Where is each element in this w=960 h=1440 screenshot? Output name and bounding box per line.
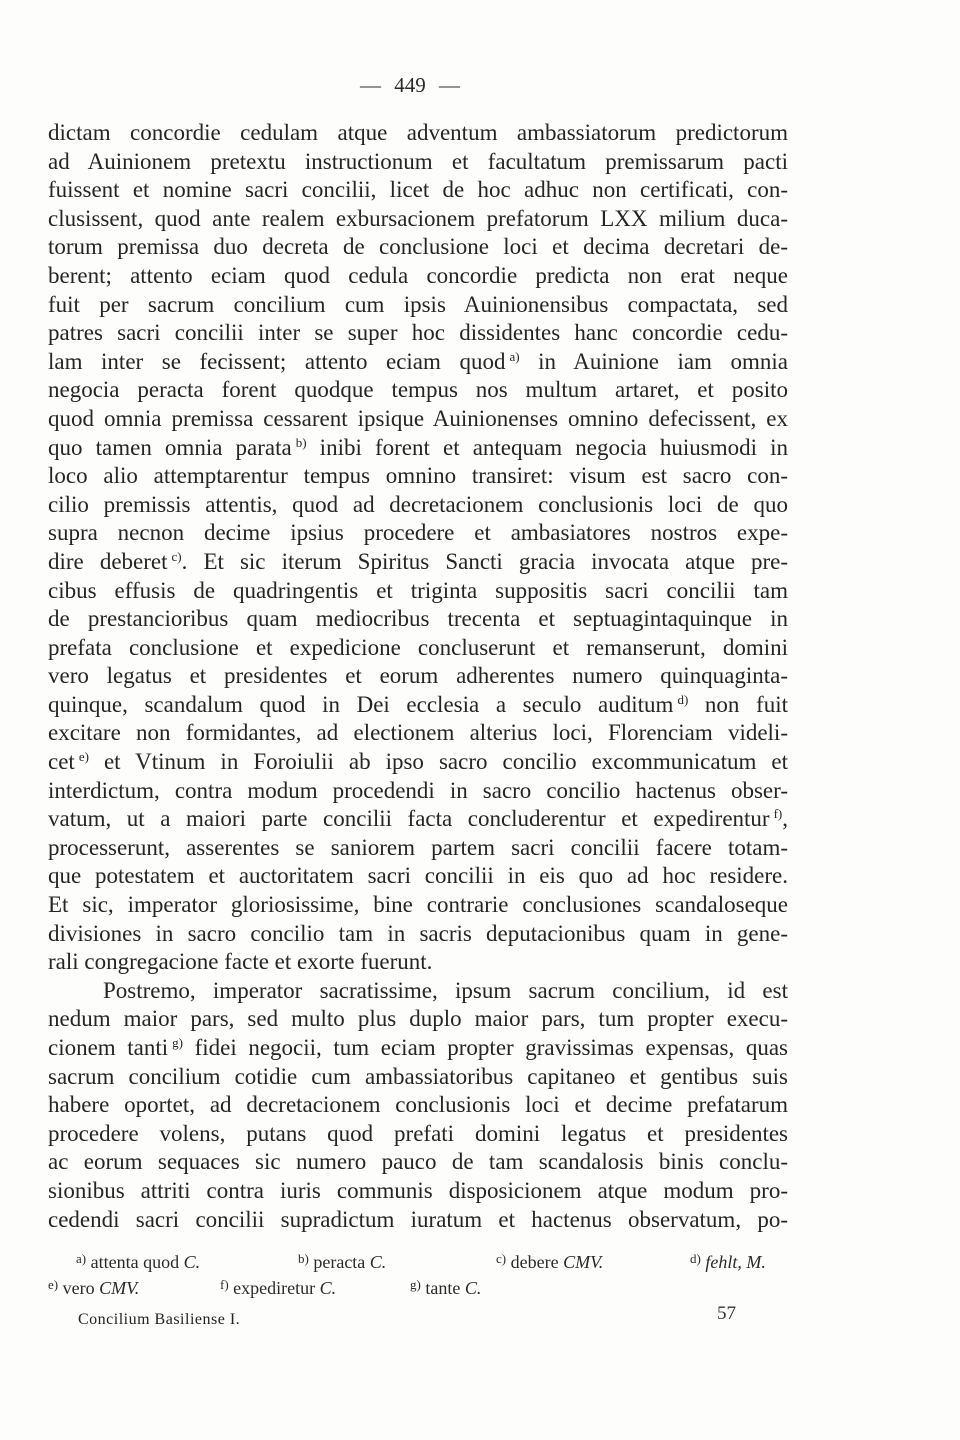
footnote-reference: f) — [773, 806, 783, 822]
line-text-continued: et Vtinum in Foroiulii ab ipso sacro concilio excommunicatum et — [88, 749, 788, 775]
text-line: quod omnia premissa cessarent ipsique Auinionenses omnino defecissent, ex — [48, 405, 788, 431]
body-text — [48, 119, 788, 1234]
text-line: sionibus attriti contra iuris communis disposicionem atque modum pro- — [48, 1177, 788, 1203]
text-line: cedendi sacri concilii supradictum iuratum et hactenus observatum, po- — [48, 1206, 788, 1232]
footnote-siglum: C. — [369, 1252, 387, 1272]
line-text-continued: fidei negocii, tum eciam propter gravissimas expensas, quas — [183, 1035, 788, 1060]
text-line: divisiones in sacro concilio tam in sacris deputacionibus quam in gene- — [48, 920, 788, 946]
line-text-continued: non fuit — [688, 691, 788, 717]
text-line: torum premissa duo decreta de conclusione loci et decima decretari de- — [48, 234, 788, 260]
footnote-reading: debere — [510, 1252, 559, 1272]
line-text: vatum, ut a maiori parte concilii facta concluderentur et expedirentur — [48, 806, 770, 832]
footnote-reference: b) — [295, 434, 307, 450]
text-line: prefata conclusione et expedicione concluserunt et remanserunt, domini — [48, 634, 788, 660]
footnote — [298, 1250, 386, 1276]
text-line: Postremo, imperator sacratissime, ipsum sacrum concilium, id est — [103, 977, 788, 1003]
text-line: fuissent et nomine sacri concilii, licet de hoc adhuc non certificati, con- — [48, 177, 788, 203]
footnote-reference: e) — [78, 749, 89, 765]
footnote — [690, 1250, 766, 1276]
text-line: que potestatem et auctoritatem sacri concilii in eis quo ad hoc residere. — [48, 863, 788, 889]
paragraph — [48, 119, 788, 977]
line-text-continued: inibi forent et antequam negocia huiusmodi in — [306, 434, 788, 460]
footnote-reading: peracta — [313, 1252, 366, 1272]
footnote-siglum: C. — [183, 1252, 201, 1272]
paragraph — [48, 977, 788, 1234]
text-line: loco alio attemptarentur tempus omnino transiret: visum est sacro con- — [48, 463, 788, 489]
footnote-reference: a) — [509, 348, 520, 364]
footnote-siglum: CMV. — [563, 1252, 604, 1272]
footnote-mark: d) — [690, 1251, 701, 1266]
footnote-reference: g) — [172, 1035, 184, 1050]
text-line: ad Auinionem pretextu instructionum et facultatum premissarum pacti — [48, 148, 788, 174]
line-text: dire deberet — [48, 548, 168, 574]
text-line: clusissent, quod ante realem exbursacionem prefatorum LXX milium duca- — [48, 205, 788, 231]
footnote-mark: b) — [298, 1251, 309, 1266]
footnote-reading: attenta quod — [90, 1252, 180, 1272]
footnote-siglum: C. — [464, 1278, 482, 1298]
text-line: cibus effusis de quadringentis et triginta suppositis sacri concilii tam — [48, 577, 788, 603]
footnote-siglum: fehlt, M. — [705, 1252, 766, 1272]
text-line: patres sacri concilii inter se super hoc dissidentes hanc concordie cedu- — [48, 320, 788, 346]
text-line: vero legatus et presidentes et eorum adherentes numero quinquaginta- — [48, 663, 788, 689]
line-text: cionem tanti — [48, 1035, 169, 1060]
footnote-mark: f) — [220, 1277, 229, 1292]
text-line: fuit per sacrum concilium cum ipsis Auinionensibus compactata, sed — [48, 291, 788, 317]
text-line: habere oportet, ad decretacionem conclusionis loci et decime prefatarum — [48, 1092, 788, 1118]
text-line: Et sic, imperator gloriosissime, bine contrarie conclusiones scandaloseque — [48, 892, 788, 918]
footnote — [410, 1276, 481, 1302]
footnote-reference: d) — [677, 691, 689, 707]
text-line: cilio premissis attentis, quod ad decretacionem conclusionis loci de quo — [48, 491, 788, 517]
footnote-reading: tante — [425, 1278, 461, 1298]
line-text: lam inter se fecissent; attento eciam quod — [48, 348, 506, 374]
text-line — [48, 691, 788, 720]
text-line — [48, 1034, 788, 1063]
footnote-mark: a) — [76, 1251, 87, 1266]
line-text-continued: . Et sic iterum Spiritus Sancti gracia invocata atque pre- — [181, 548, 788, 574]
line-text: cet — [48, 749, 75, 775]
text-line: processerunt, asserentes se saniorem partem sacri concilii facere totam- — [48, 834, 788, 860]
footnote — [220, 1276, 336, 1302]
text-line: sacrum concilium cotidie cum ambassiatoribus capitaneo et gentibus suis — [48, 1063, 788, 1089]
signature-number: 57 — [717, 1303, 736, 1324]
text-line: interdictum, contra modum procedendi in sacro concilio hactenus obser- — [48, 777, 788, 803]
footnote-mark: c) — [496, 1251, 507, 1266]
line-text-continued: in Auinione iam omnia — [519, 348, 788, 374]
footnote-mark: e) — [48, 1277, 59, 1292]
footnote-reading: expediretur — [233, 1278, 316, 1298]
footnote-reference: c) — [171, 548, 182, 564]
footnote-siglum: CMV. — [99, 1278, 140, 1298]
footnote — [496, 1250, 603, 1276]
line-text: quo tamen omnia parata — [48, 434, 292, 460]
footnote-mark: g) — [410, 1277, 421, 1292]
text-line: excitare non formidantes, ad electionem alterius loci, Florenciam videli- — [48, 720, 788, 746]
text-line: dictam concordie cedulam atque adventum ambassiatorum predictorum — [48, 120, 788, 145]
footnote-reading: vero — [62, 1278, 95, 1298]
text-line: supra necnon decime ipsius procedere et ambasiatores nostros expe- — [48, 520, 788, 546]
text-line — [48, 748, 788, 777]
text-line — [48, 805, 788, 834]
text-line: nedum maior pars, sed multo plus duplo maior pars, tum propter execu- — [48, 1006, 788, 1032]
text-line: negocia peracta forent quodque tempus nos multum artaret, et posito — [48, 377, 788, 403]
text-line: berent; attento eciam quod cedula concordie predicta non erat neque — [48, 262, 788, 288]
text-line: ac eorum sequaces sic numero pauco de tam scandalosis binis conclu- — [48, 1149, 788, 1175]
text-line: rali congregacione facte et exorte fuerunt. — [48, 949, 433, 975]
text-line — [48, 348, 788, 377]
text-line: procedere volens, putans quod prefati domini legatus et presidentes — [48, 1120, 788, 1146]
footnote-siglum: C. — [319, 1278, 337, 1298]
footnote — [48, 1276, 139, 1302]
text-line — [48, 434, 788, 463]
line-text-continued: , — [782, 806, 788, 832]
line-text: quinque, scandalum quod in Dei ecclesia a seculo auditum — [48, 691, 674, 717]
text-line: de prestancioribus quam mediocribus trecenta et septuagintaquinque in — [48, 606, 788, 632]
signature-title: Concilium Basiliense I. — [78, 1311, 241, 1328]
footnote — [76, 1250, 200, 1276]
page-number: — 449 — — [360, 73, 460, 97]
text-line — [48, 548, 788, 577]
